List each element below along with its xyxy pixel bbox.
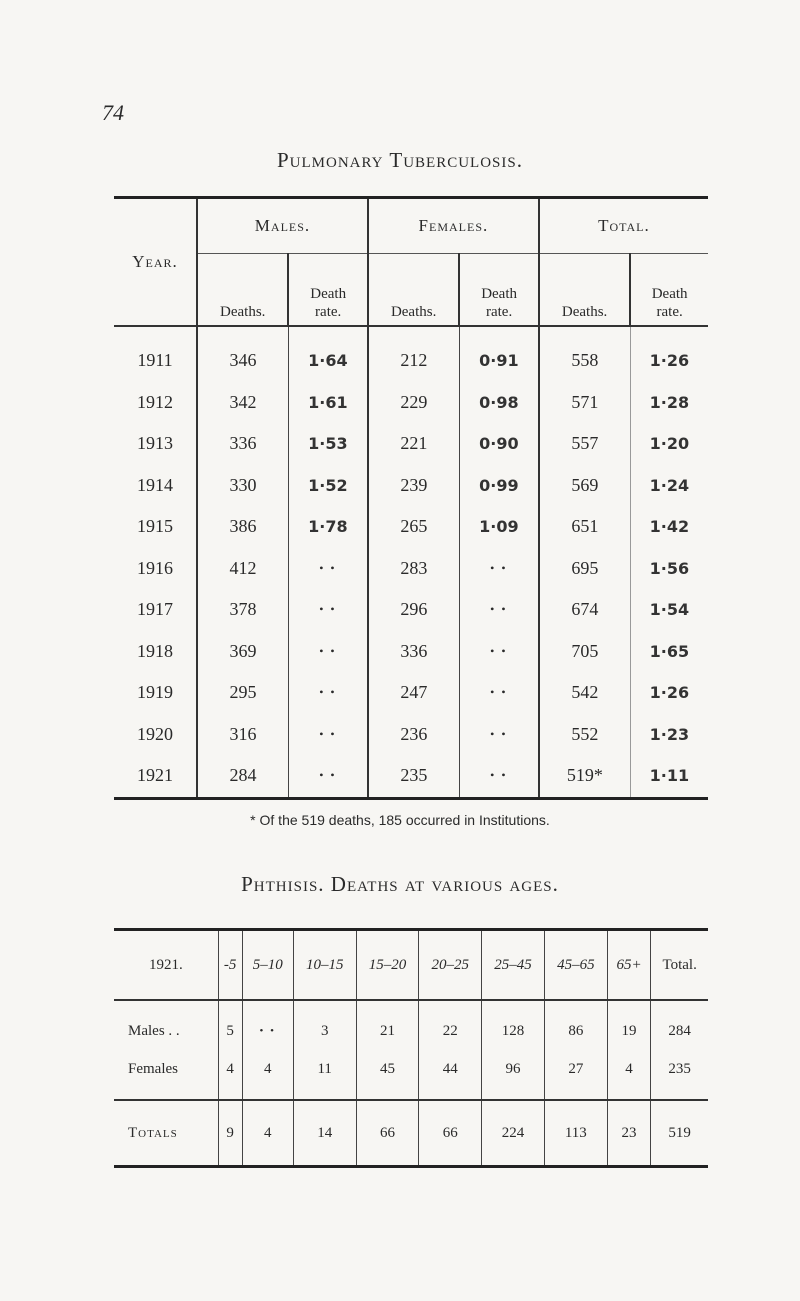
table-cell: 224 <box>482 1100 545 1167</box>
table-cell: 19 <box>607 1000 651 1050</box>
footnote: * Of the 519 deaths, 185 occurred in Institutions. <box>250 812 550 828</box>
table-row <box>114 1100 708 1167</box>
phthisis-table <box>114 928 708 1168</box>
cell-m-deaths: 342 <box>197 382 288 424</box>
cell-f-rate: • • <box>459 548 539 590</box>
table-cell: 235 <box>651 1050 708 1100</box>
table-cell: 86 <box>544 1000 607 1050</box>
age-header: Total. <box>651 930 708 1001</box>
cell-year: 1919 <box>137 682 173 703</box>
cell-t-rate: 1·28 <box>630 382 708 424</box>
females-rate-header: Death rate. <box>459 254 539 327</box>
cell-m-rate: 1·52 <box>288 465 368 507</box>
cell-year: 1912 <box>137 391 173 412</box>
cell-year: 1914 <box>137 474 173 495</box>
cell-m-rate: • • <box>288 548 368 590</box>
cell-f-rate: • • <box>459 631 539 673</box>
cell-f-deaths: 283 <box>368 548 459 590</box>
cell-f-deaths: 221 <box>368 423 459 465</box>
year-header: Year. <box>114 198 197 327</box>
cell-t-deaths: 705 <box>539 631 630 673</box>
table-cell: 14 <box>293 1100 356 1167</box>
table-cell: 128 <box>482 1000 545 1050</box>
cell-f-rate: 0·90 <box>459 423 539 465</box>
table-row <box>114 548 708 590</box>
table-row <box>114 755 708 798</box>
cell-t-rate: 1·24 <box>630 465 708 507</box>
page-number: 74 <box>102 100 124 125</box>
cell-t-rate: 1·42 <box>630 506 708 548</box>
table-cell: 21 <box>356 1000 419 1050</box>
males-deaths-header: Deaths. <box>197 254 288 327</box>
cell-m-rate: 1·53 <box>288 423 368 465</box>
cell-year: 1921 <box>137 765 173 786</box>
row-label: Males . . <box>128 1022 180 1039</box>
cell-m-deaths: 330 <box>197 465 288 507</box>
table-cell: 113 <box>544 1100 607 1167</box>
table-cell: • • <box>242 1000 293 1050</box>
cell-f-deaths: 235 <box>368 755 459 798</box>
cell-m-rate: 1·64 <box>288 326 368 382</box>
age-header: -5 <box>218 930 242 1001</box>
age-header: 10–15 <box>293 930 356 1001</box>
total-rate-header: Death rate. <box>630 254 708 327</box>
cell-year: 1915 <box>137 516 173 537</box>
cell-f-deaths: 212 <box>368 326 459 382</box>
table-cell: 66 <box>356 1100 419 1167</box>
total-deaths-header: Deaths. <box>539 254 630 327</box>
cell-t-deaths: 519* <box>539 755 630 798</box>
table-row <box>114 326 708 382</box>
table-cell: 11 <box>293 1050 356 1100</box>
cell-t-deaths: 695 <box>539 548 630 590</box>
cell-f-rate: • • <box>459 672 539 714</box>
table-cell: 4 <box>242 1100 293 1167</box>
cell-year: 1917 <box>137 599 173 620</box>
cell-f-rate: 0·99 <box>459 465 539 507</box>
age-header: 20–25 <box>419 930 482 1001</box>
pulmonary-title: Pulmonary Tuberculosis. <box>277 148 523 172</box>
cell-m-deaths: 412 <box>197 548 288 590</box>
table-cell: 519 <box>651 1100 708 1167</box>
cell-m-deaths: 369 <box>197 631 288 673</box>
cell-f-deaths: 336 <box>368 631 459 673</box>
cell-f-deaths: 236 <box>368 714 459 756</box>
table-row <box>114 589 708 631</box>
cell-m-deaths: 295 <box>197 672 288 714</box>
cell-f-deaths: 265 <box>368 506 459 548</box>
table-cell: 3 <box>293 1000 356 1050</box>
table-cell: 4 <box>218 1050 242 1100</box>
cell-t-rate: 1·54 <box>630 589 708 631</box>
table-cell: 4 <box>607 1050 651 1100</box>
cell-f-deaths: 296 <box>368 589 459 631</box>
cell-t-rate: 1·65 <box>630 631 708 673</box>
table-row <box>114 465 708 507</box>
cell-t-deaths: 674 <box>539 589 630 631</box>
cell-m-rate: 1·61 <box>288 382 368 424</box>
row-label: Totals <box>128 1124 178 1141</box>
table-row <box>114 1000 708 1050</box>
cell-m-deaths: 386 <box>197 506 288 548</box>
cell-f-rate: • • <box>459 755 539 798</box>
cell-m-rate: 1·78 <box>288 506 368 548</box>
cell-t-rate: 1·20 <box>630 423 708 465</box>
cell-m-deaths: 284 <box>197 755 288 798</box>
row-label: Females <box>114 1050 218 1100</box>
cell-f-rate: 1·09 <box>459 506 539 548</box>
table-cell: 66 <box>419 1100 482 1167</box>
cell-m-rate: • • <box>288 714 368 756</box>
cell-t-deaths: 542 <box>539 672 630 714</box>
cell-f-rate: • • <box>459 714 539 756</box>
table-cell: 284 <box>651 1000 708 1050</box>
cell-t-rate: 1·56 <box>630 548 708 590</box>
table-cell: 27 <box>544 1050 607 1100</box>
cell-t-deaths: 651 <box>539 506 630 548</box>
cell-t-rate: 1·11 <box>630 755 708 798</box>
cell-m-deaths: 378 <box>197 589 288 631</box>
females-header: Females. <box>368 198 539 254</box>
total-header: Total. <box>539 198 708 254</box>
table-cell: 9 <box>218 1100 242 1167</box>
year-label-header: 1921. <box>114 930 218 1001</box>
table-row <box>114 382 708 424</box>
cell-t-deaths: 552 <box>539 714 630 756</box>
cell-t-deaths: 558 <box>539 326 630 382</box>
pulmonary-table <box>114 196 708 800</box>
age-header: 45–65 <box>544 930 607 1001</box>
cell-m-rate: • • <box>288 589 368 631</box>
cell-year: 1911 <box>137 350 173 371</box>
table-row <box>114 423 708 465</box>
females-deaths-header: Deaths. <box>368 254 459 327</box>
age-header: 65+ <box>607 930 651 1001</box>
age-header: 25–45 <box>482 930 545 1001</box>
age-header: 5–10 <box>242 930 293 1001</box>
cell-year: 1916 <box>137 557 173 578</box>
cell-m-rate: • • <box>288 631 368 673</box>
table-cell: 96 <box>482 1050 545 1100</box>
cell-f-deaths: 239 <box>368 465 459 507</box>
cell-t-deaths: 571 <box>539 382 630 424</box>
cell-year: 1918 <box>137 640 173 661</box>
phthisis-title: Phthisis. Deaths at various ages. <box>241 872 559 896</box>
table-cell: 45 <box>356 1050 419 1100</box>
cell-m-rate: • • <box>288 755 368 798</box>
cell-m-deaths: 336 <box>197 423 288 465</box>
cell-t-deaths: 557 <box>539 423 630 465</box>
cell-m-deaths: 316 <box>197 714 288 756</box>
table-cell: 22 <box>419 1000 482 1050</box>
table-row <box>114 672 708 714</box>
table-cell: 23 <box>607 1100 651 1167</box>
table-row <box>114 631 708 673</box>
cell-f-rate: 0·91 <box>459 326 539 382</box>
cell-t-rate: 1·26 <box>630 326 708 382</box>
cell-t-rate: 1·23 <box>630 714 708 756</box>
cell-m-rate: • • <box>288 672 368 714</box>
table-cell: 4 <box>242 1050 293 1100</box>
cell-t-rate: 1·26 <box>630 672 708 714</box>
cell-m-deaths: 346 <box>197 326 288 382</box>
cell-year: 1913 <box>137 433 173 454</box>
cell-f-rate: • • <box>459 589 539 631</box>
table-cell: 44 <box>419 1050 482 1100</box>
table-cell: 5 <box>218 1000 242 1050</box>
males-rate-header: Death rate. <box>288 254 368 327</box>
cell-f-deaths: 247 <box>368 672 459 714</box>
cell-f-rate: 0·98 <box>459 382 539 424</box>
table-row <box>114 714 708 756</box>
cell-year: 1920 <box>137 723 173 744</box>
table-row <box>114 506 708 548</box>
cell-f-deaths: 229 <box>368 382 459 424</box>
males-header: Males. <box>197 198 368 254</box>
table-row <box>114 1050 708 1100</box>
cell-t-deaths: 569 <box>539 465 630 507</box>
age-header: 15–20 <box>356 930 419 1001</box>
